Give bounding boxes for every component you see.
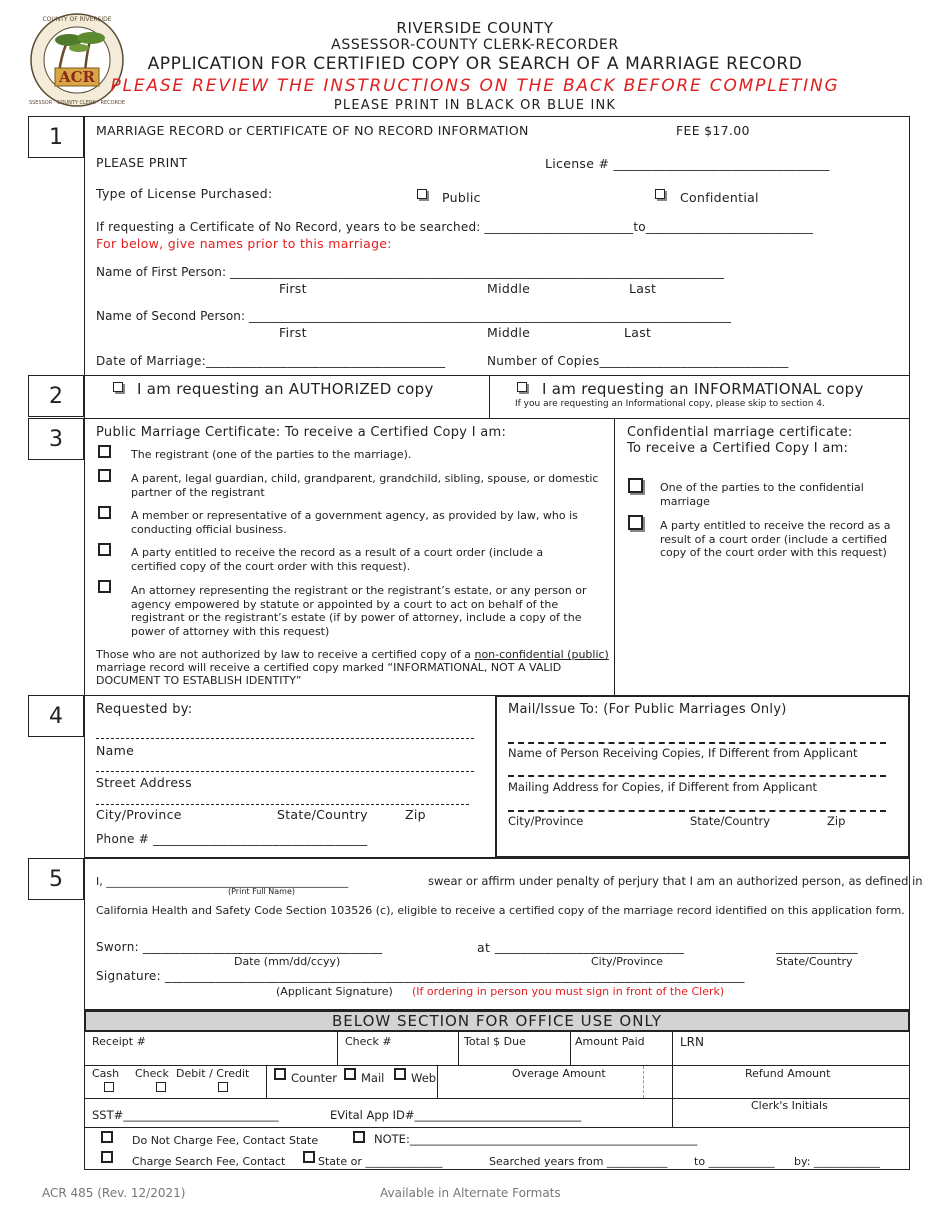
license-type-label: Type of License Purchased: [96,186,273,201]
office-col-6 [437,1066,438,1098]
mail-issue-heading: Mail/Issue To: (For Public Marriages Only) [508,702,787,717]
cash-label: Cash [92,1067,120,1080]
confidential-license-checkbox[interactable] [655,189,665,199]
authorized-copy-checkbox[interactable] [113,382,123,392]
requester-zip-label: Zip [405,807,426,822]
license-number-field[interactable]: License # _________________________________ [545,156,830,171]
svg-text:ACR: ACR [58,68,96,86]
evital-app-id-field[interactable]: EVital App ID#_____________________________ [330,1108,582,1122]
debit-credit-checkbox[interactable] [218,1082,228,1092]
government-agency-checkbox[interactable] [98,506,111,519]
web-checkbox[interactable] [394,1068,406,1080]
authorization-statement: California Health and Safety Code Section 103526 (c), eligible to receive a certified copy of the marriage record identified on this application form. [96,904,905,917]
amount-paid-label: Amount Paid [575,1035,645,1048]
check-number-label: Check # [345,1035,392,1048]
searched-years-to-field[interactable]: to ____________ [694,1155,775,1168]
charge-search-checkbox[interactable] [101,1151,113,1163]
requester-city-line[interactable] [96,804,469,805]
ink-instruction: PLEASE PRINT IN BLACK OR BLUE INK [333,98,617,113]
requester-street-line[interactable] [96,771,474,772]
section-2-divider [489,375,490,419]
mail-label: Mail [361,1071,385,1085]
section-number-2: 2 [28,375,84,417]
registrant-checkbox[interactable] [98,445,111,458]
attorney-option: An attorney representing the registrant or the registrant’s estate, or any person or agency empowered by statute or appointed by a court to act on behalf of the registrant or the registrant’s estate (if by power of attorney, include a copy of the power of attorney with this request) [131,584,587,638]
web-label: Web [411,1071,437,1085]
family-member-option: A parent, legal guardian, child, grandparent, grandchild, sibling, spouse, or domestic partner of the registrant [131,472,599,499]
requester-phone-field[interactable]: Phone # __________________________________ [96,832,368,846]
confidential-party-checkbox[interactable] [628,478,643,493]
court-order-option: A party entitled to receive the record as a result of a court order (include a certified copy of the court order with this request). [131,546,544,573]
searched-by-field[interactable]: by: ____________ [794,1155,880,1168]
sworn-city-field[interactable]: ______________________________ [495,940,684,954]
no-record-years-field[interactable]: If requesting a Certificate of No Record, years to be searched: ________________________to___________________________ [96,220,814,234]
mailing-address-label: Mailing Address for Copies, if Different from Applicant [508,780,818,794]
confidential-court-order-option: A party entitled to receive the record as a result of a court order (include a certified copy of the court order with this request) [660,519,891,559]
no-charge-checkbox[interactable] [101,1131,113,1143]
office-col-3 [570,1032,571,1066]
second-person-first-label: First [279,325,307,340]
note-field[interactable]: NOTE:__________________________________________________ [374,1132,698,1146]
public-cert-heading: Public Marriage Certificate: To receive a Certified Copy I am: [96,425,507,440]
lrn-label: LRN [680,1035,704,1049]
mail-checkbox[interactable] [344,1068,356,1080]
office-use-heading: BELOW SECTION FOR OFFICE USE ONLY [332,1012,662,1030]
counter-checkbox[interactable] [274,1068,286,1080]
alternate-formats-note: Available in Alternate Formats [380,1186,561,1200]
first-person-middle-label: Middle [487,281,531,296]
recipient-name-label: Name of Person Receiving Copies, If Different from Applicant [508,746,858,760]
counter-label: Counter [291,1071,337,1085]
office-name: ASSESSOR-COUNTY CLERK-RECORDER [331,37,619,53]
second-person-last-label: Last [624,325,652,340]
requester-name-label: Name [96,743,135,758]
receipt-number-label: Receipt # [92,1035,146,1048]
confidential-court-order-checkbox[interactable] [628,515,643,530]
svg-text:ASSESSOR · COUNTY CLERK · RECO: ASSESSOR · COUNTY CLERK · RECORDER [29,100,125,106]
second-person-middle-label: Middle [487,325,531,340]
note-text-a: Those who are not authorized by law to receive a certified copy of a [96,648,475,661]
section-3-divider [614,418,615,696]
record-info-heading: MARRIAGE RECORD or CERTIFICATE OF NO RECORD INFORMATION [96,123,529,138]
number-of-copies-field[interactable]: Number of Copies______________________________ [487,354,789,368]
searched-years-from-field[interactable]: Searched years from ___________ [489,1155,668,1168]
authorized-copy-label: I am requesting an AUTHORIZED copy [137,380,434,398]
first-person-last-label: Last [629,281,657,296]
cash-checkbox[interactable] [104,1082,114,1092]
date-of-marriage-field[interactable]: Date of Marriage:______________________________________ [96,354,446,368]
sworn-state-field[interactable]: _____________ [776,940,858,954]
office-row-divider-3 [84,1127,910,1128]
mailing-address-line[interactable] [508,775,886,777]
refund-amount-label: Refund Amount [745,1067,831,1080]
mail-zip-label: Zip [827,814,846,828]
public-license-checkbox[interactable] [417,189,427,199]
check-payment-checkbox[interactable] [156,1082,166,1092]
requester-name-line[interactable] [96,738,474,739]
family-member-checkbox[interactable] [98,469,111,482]
mail-state-label: State/Country [690,814,771,828]
clerk-initials-label: Clerk's Initials [751,1099,828,1112]
first-person-name-field[interactable]: Name of First Person: _________________________________________________________________________________ [96,265,725,279]
confidential-party-option: One of the parties to the confidential marriage [660,481,864,508]
requester-state-label: State/Country [277,807,368,822]
svg-text:COUNTY OF RIVERSIDE: COUNTY OF RIVERSIDE [42,16,112,23]
prior-names-note: For below, give names prior to this marriage: [96,236,392,251]
public-license-label: Public [442,190,481,205]
note-checkbox[interactable] [353,1131,365,1143]
first-person-first-label: First [279,281,307,296]
in-person-signature-note: (If ordering in person you must sign in front of the Clerk) [412,985,725,998]
registrant-option: The registrant (one of the parties to the marriage). [131,448,412,461]
debit-credit-label: Debit / Credit [176,1067,250,1080]
form-revision-id: ACR 485 (Rev. 12/2021) [42,1186,186,1200]
requester-city-label: City/Province [96,807,182,822]
date-format-label: Date (mm/dd/ccyy) [234,955,341,968]
form-title: APPLICATION FOR CERTIFIED COPY OR SEARCH OF A MARRIAGE RECORD [147,54,803,74]
note-text-underlined: non-confidential (public) [474,648,609,661]
second-person-name-field[interactable]: Name of Second Person: _______________________________________________________________________________ [96,309,731,323]
print-full-name-label: (Print Full Name) [228,887,296,896]
at-label: at [477,940,491,955]
overage-amount-label: Overage Amount [512,1067,606,1080]
recipient-name-line[interactable] [508,742,886,744]
sworn-state-label: State/Country [776,955,853,968]
sworn-city-label: City/Province [591,955,664,968]
note-text-b: marriage record will receive a certified copy marked “INFORMATIONAL, NOT A VALID DOCUMENT TO ESTABLISH IDENTITY” [96,661,562,687]
mail-city-label: City/Province [508,814,584,828]
full-name-field[interactable]: I, ____________________________________________ [96,875,349,888]
county-name: RIVERSIDE COUNTY [396,19,554,37]
informational-skip-note: If you are requesting an Informational copy, please skip to section 4. [515,399,825,409]
signature-field[interactable]: Signature: ____________________________________________________________________________________________ [96,969,745,983]
confidential-license-label: Confidential [680,190,759,205]
office-col-5 [266,1066,267,1098]
section-number-3: 3 [28,418,84,460]
contact-state-checkbox[interactable] [303,1151,315,1163]
total-due-label: Total $ Due [464,1035,526,1048]
mail-city-line[interactable] [508,810,886,812]
office-col-1 [337,1032,338,1066]
government-agency-option: A member or representative of a government agency, as provided by law, who is conducting official business. [131,509,578,536]
no-charge-label: Do Not Charge Fee, Contact State [132,1134,319,1147]
office-col-2 [458,1032,459,1066]
section-number-1: 1 [28,116,84,158]
informational-copy-note [96,648,611,687]
please-print-label: PLEASE PRINT [96,155,188,170]
confidential-cert-heading-2: To receive a Certified Copy I am: [627,441,849,456]
section-number-5: 5 [28,858,84,900]
office-row-divider-1 [84,1065,910,1066]
sworn-date-field[interactable]: Sworn: ______________________________________ [96,940,383,954]
charge-search-label: Charge Search Fee, Contact [132,1155,286,1168]
informational-copy-checkbox[interactable] [517,382,527,392]
contact-state-field[interactable]: State or ______________ [318,1155,443,1168]
check-label: Check [135,1067,169,1080]
section-number-4: 4 [28,695,84,737]
informational-copy-label: I am requesting an INFORMATIONAL copy [542,380,864,398]
perjury-statement: swear or affirm under penalty of perjury that I am an authorized person, as defined in [428,874,923,888]
office-col-7 [643,1066,644,1098]
requester-street-label: Street Address [96,775,192,790]
sst-number-field[interactable]: SST#___________________________ [92,1108,279,1122]
applicant-signature-label: (Applicant Signature) [276,985,393,998]
fee-label: FEE $17.00 [676,123,750,138]
review-warning: PLEASE REVIEW THE INSTRUCTIONS ON THE BACK BEFORE COMPLETING [110,76,840,96]
attorney-checkbox[interactable] [98,580,111,593]
confidential-cert-heading-1: Confidential marriage certificate: [627,425,853,440]
office-col-4 [672,1032,673,1128]
requested-by-label: Requested by: [96,702,193,717]
court-order-checkbox[interactable] [98,543,111,556]
